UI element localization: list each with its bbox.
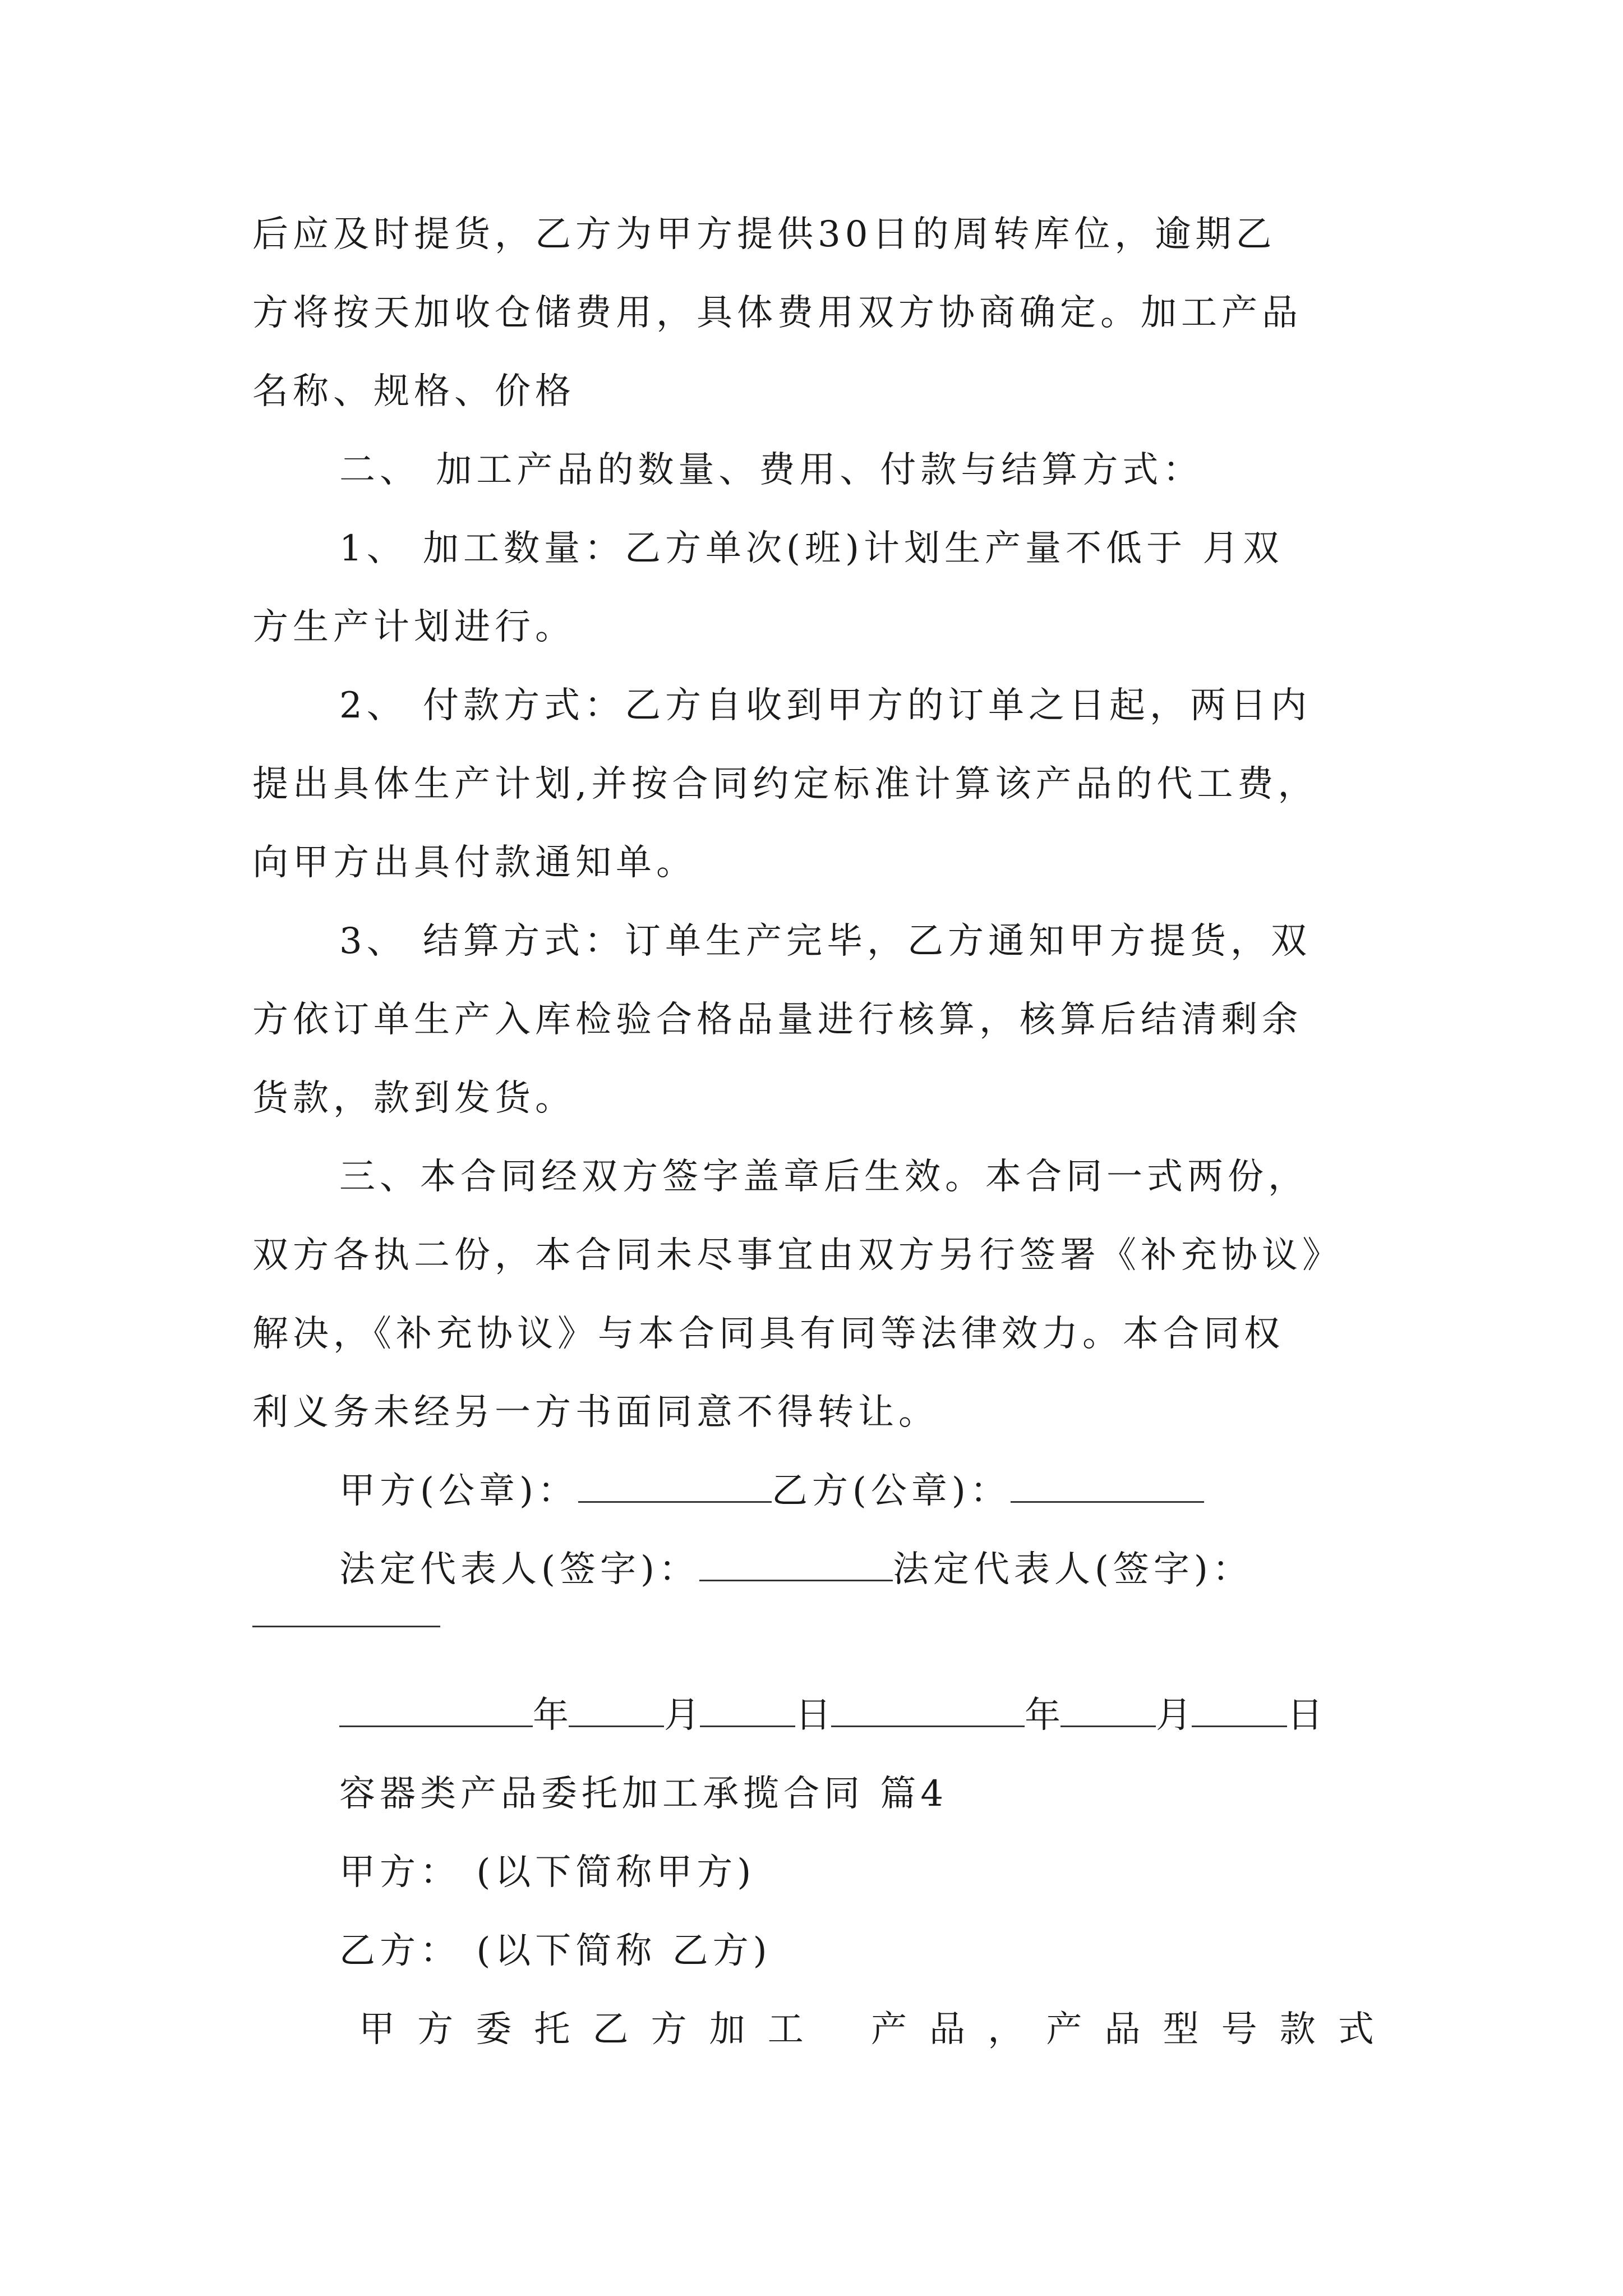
party-a-legal-rep-blank[interactable] (699, 1547, 893, 1581)
party-b-seal-label: 乙方(公章)： (771, 1470, 1011, 1512)
clause-line: 方依订单生产入库检验合格品量进行核算，核算后结清剩余 (252, 999, 1302, 1041)
paragraph-line: 后应及时提货，乙方为甲方提供30日的周转库位，逾期乙 (252, 214, 1276, 255)
section-line: 双方各执二份，本合同未尽事宜由双方另行签署《补充协议》 (252, 1235, 1343, 1276)
spread-gap (826, 2007, 849, 2052)
clause-line: 货款，款到发货。 (252, 1078, 575, 1119)
party-a-legal-rep-label: 法定代表人(签字)： (339, 1549, 699, 1590)
date-month-blank[interactable] (569, 1693, 664, 1727)
date-day-blank[interactable] (1192, 1693, 1287, 1727)
spread-char: 乙 (592, 2009, 629, 2050)
date-day-blank[interactable] (700, 1693, 795, 1727)
spread-char: 工 (767, 2009, 804, 2050)
section-line: 利义务未经另一方书面同意不得转让。 (252, 1392, 939, 1433)
spread-char: 方 (417, 2009, 454, 2050)
party-b-seal-blank[interactable] (1011, 1469, 1204, 1503)
spread-char: 加 (709, 2009, 745, 2050)
paragraph-line: 名称、规格、价格 (252, 371, 575, 412)
party-b-legal-rep-label: 法定代表人(签字)： (892, 1549, 1253, 1590)
clause-line: 方生产计划进行。 (252, 606, 575, 648)
spread-char: ， (988, 2009, 1024, 2050)
clause-line: 1、 加工数量：乙方单次(班)计划生产量不低于 月双 (339, 528, 1284, 569)
contract-title: 容器类产品委托加工承揽合同 篇4 (339, 1773, 948, 1815)
spread-char: 托 (534, 2009, 570, 2050)
spread-char: 方 (651, 2009, 687, 2050)
spread-char: 委 (476, 2009, 512, 2050)
spread-char: 品 (1104, 2009, 1141, 2050)
party-b-legal-rep-blank[interactable] (252, 1626, 440, 1627)
clause-line: 3、 结算方式：订单生产完毕，乙方通知甲方提货，双 (339, 921, 1312, 962)
year-label: 年 (533, 1695, 569, 1736)
spread-char: 式 (1338, 2009, 1374, 2050)
date-year-blank[interactable] (339, 1693, 533, 1727)
section-heading: 二、 加工产品的数量、费用、付款与结算方式： (339, 449, 1204, 491)
clause-line: 提出具体生产计划,并按合同约定标准计算该产品的代工费， (252, 763, 1318, 805)
spread-line (359, 2007, 1481, 2052)
year-label: 年 (1025, 1695, 1061, 1736)
party-a-seal-label: 甲方(公章)： (339, 1470, 578, 1512)
spread-char: 号 (1221, 2009, 1257, 2050)
clause-line: 2、 付款方式：乙方自收到甲方的订单之日起，两日内 (339, 685, 1312, 726)
party-a-seal-blank[interactable] (578, 1469, 772, 1503)
section-line: 解决，《补充协议》与本合同具有同等法律效力。本合同权 (252, 1313, 1284, 1355)
spread-char: 甲 (359, 2009, 395, 2050)
spread-char: 产 (1046, 2009, 1082, 2050)
party-b-line: 乙方： (以下简称 乙方) (339, 1930, 772, 1972)
month-label: 月 (664, 1695, 700, 1736)
section-line: 三、本合同经双方签字盖章后生效。本合同一式两份， (339, 1156, 1308, 1198)
clause-line: 向甲方出具付款通知单。 (252, 842, 697, 884)
spread-char: 产 (870, 2009, 907, 2050)
day-label: 日 (1287, 1695, 1323, 1736)
month-label: 月 (1156, 1695, 1192, 1736)
party-a-line: 甲方： (以下简称甲方) (339, 1852, 756, 1893)
spread-char: 型 (1163, 2009, 1199, 2050)
spread-char: 品 (929, 2009, 966, 2050)
day-label: 日 (795, 1695, 831, 1736)
spread-text (359, 2007, 1374, 2052)
date-month-blank[interactable] (1061, 1693, 1156, 1727)
date-line (339, 1693, 1461, 1738)
spread-char: 款 (1279, 2009, 1316, 2050)
legal-rep-line (339, 1547, 1461, 1592)
seal-line (339, 1469, 1461, 1513)
date-year-blank[interactable] (831, 1693, 1025, 1727)
paragraph-line: 方将按天加收仓储费用，具体费用双方协商确定。加工产品 (252, 292, 1302, 334)
